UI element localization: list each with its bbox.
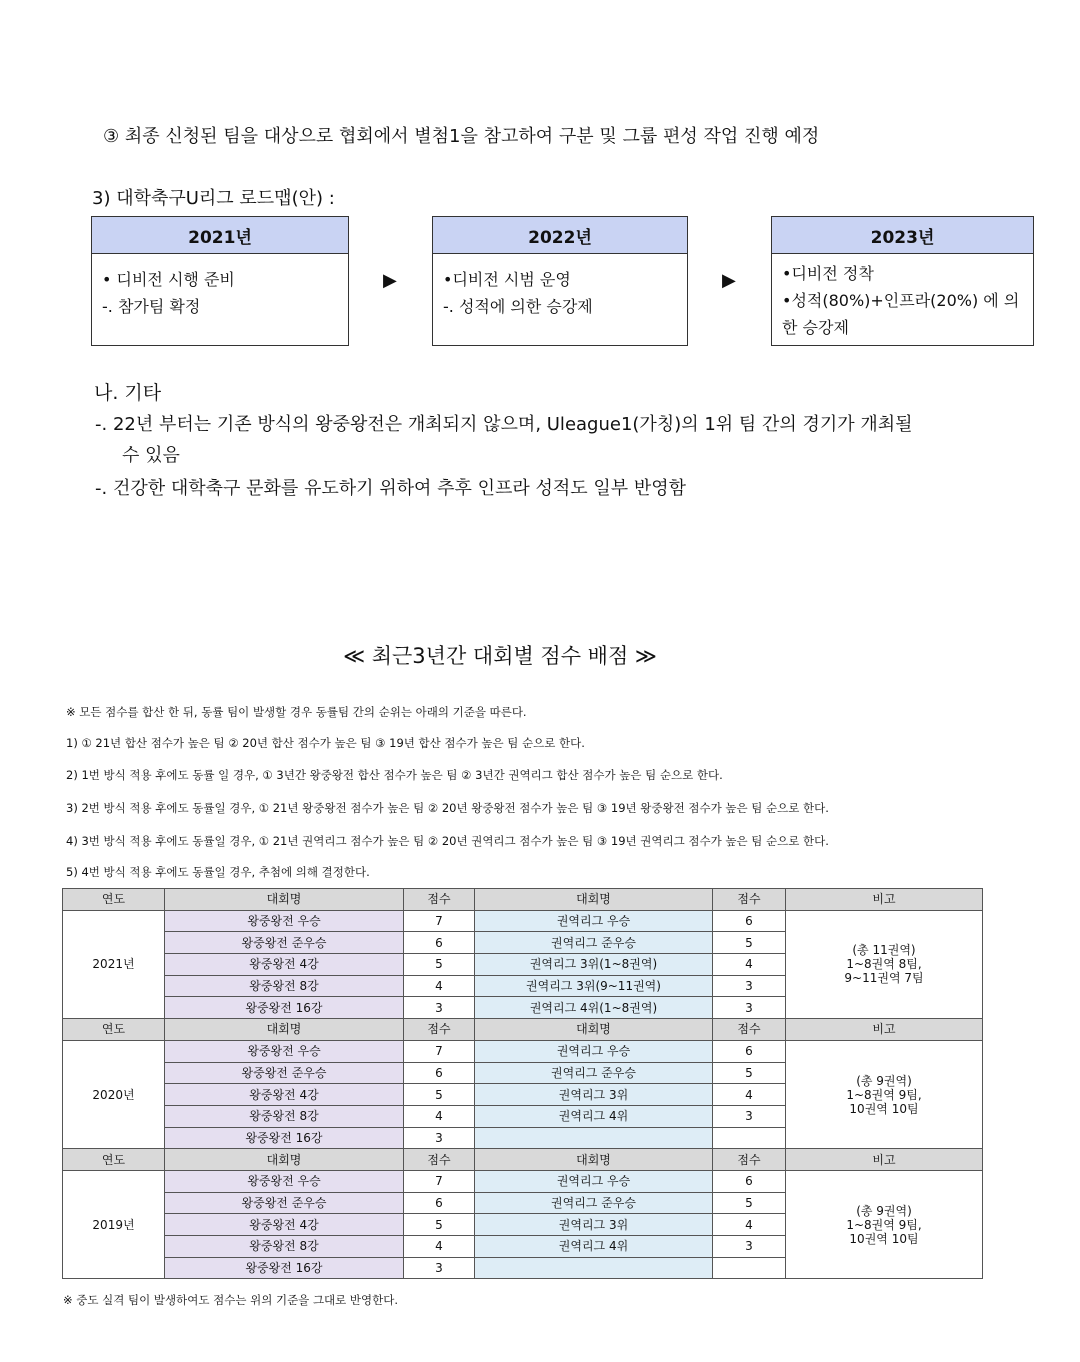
score-cell: 4 <box>713 954 786 976</box>
event-name-cell: 왕중왕전 4강 <box>165 954 404 976</box>
league-name-cell: 권역리그 우승 <box>475 1040 713 1062</box>
note-line: (총 9권역) <box>856 1073 912 1088</box>
roadmap-line: •디비전 시범 운영 <box>443 270 571 289</box>
table-header-row <box>63 1019 983 1041</box>
event-name-cell: 왕중왕전 16강 <box>165 1257 404 1279</box>
year-cell: 2019년 <box>63 1170 165 1278</box>
roadmap-line: -. 성적에 의한 승강제 <box>443 297 593 316</box>
note-line: 10권역 10팀 <box>849 1231 919 1246</box>
note-line: 9~11권역 7팀 <box>844 971 924 986</box>
score-cell: 4 <box>404 1105 475 1127</box>
column-header: 연도 <box>63 1019 165 1041</box>
league-name-cell: 권역리그 3위(9~11권역) <box>475 975 713 997</box>
league-name-cell: 권역리그 4위(1~8권역) <box>475 997 713 1019</box>
score-cell: 5 <box>713 1062 786 1084</box>
criteria-item: 1) ① 21년 합산 점수가 높은 팀 ② 20년 합산 점수가 높은 팀 ③ 19년 합산 점수가 높은 팀 순으로 한다. <box>66 736 585 750</box>
column-header: 점수 <box>713 1149 786 1171</box>
column-header: 대회명 <box>475 889 713 911</box>
table-row <box>63 1040 983 1062</box>
score-cell <box>713 1127 786 1149</box>
note-cell <box>786 1170 983 1278</box>
year-cell: 2021년 <box>63 910 165 1018</box>
criteria-item: 4) 3번 방식 적용 후에도 동률일 경우, ① 21년 권역리그 점수가 높은 팀 ② 20년 권역리그 점수가 높은 팀 ③ 19년 권역리그 점수가 높은 팀 순으로 한다. <box>66 834 829 848</box>
note-line: 1~8권역 9팀, <box>846 1217 922 1232</box>
column-header: 점수 <box>713 1019 786 1041</box>
column-header: 비고 <box>786 889 983 911</box>
note-line: 1~8권역 9팀, <box>846 1087 922 1102</box>
score-cell: 3 <box>713 1105 786 1127</box>
event-name-cell: 왕중왕전 준우승 <box>165 1192 404 1214</box>
event-name-cell: 왕중왕전 4강 <box>165 1214 404 1236</box>
score-cell: 5 <box>404 1084 475 1106</box>
league-name-cell: 권역리그 우승 <box>475 1170 713 1192</box>
event-name-cell: 왕중왕전 준우승 <box>165 1062 404 1084</box>
score-cell: 6 <box>713 1040 786 1062</box>
roadmap-year: 2022년 <box>433 217 687 254</box>
score-cell: 6 <box>404 1062 475 1084</box>
event-name-cell: 왕중왕전 우승 <box>165 910 404 932</box>
table-row <box>63 910 983 932</box>
column-header: 대회명 <box>165 889 404 911</box>
event-name-cell: 왕중왕전 8강 <box>165 1105 404 1127</box>
roadmap-box-2021 <box>91 216 349 346</box>
score-cell: 3 <box>404 997 475 1019</box>
roadmap-line: -. 참가팀 확정 <box>102 297 201 316</box>
table-row <box>63 1170 983 1192</box>
etc-line-1: -. 22년 부터는 기존 방식의 왕중왕전은 개최되지 않으며, Uleague1(가칭)의 1위 팀 간의 경기가 개최될 <box>95 414 913 435</box>
event-name-cell: 왕중왕전 우승 <box>165 1170 404 1192</box>
roadmap-line: • 디비전 시행 준비 <box>102 270 235 289</box>
roadmap-line: •디비전 정착 <box>782 264 874 283</box>
step3-text: ③ 최종 신청된 팀을 대상으로 협회에서 별첨1을 참고하여 구분 및 그룹 편성 작업 진행 예정 <box>103 126 820 147</box>
score-cell: 4 <box>404 1236 475 1258</box>
table-header-row <box>63 1149 983 1171</box>
score-cell: 3 <box>713 975 786 997</box>
league-name-cell: 권역리그 준우승 <box>475 932 713 954</box>
score-cell: 3 <box>713 1236 786 1258</box>
note-line: 10권역 10팀 <box>849 1101 919 1116</box>
score-cell: 6 <box>713 910 786 932</box>
score-cell: 5 <box>404 954 475 976</box>
score-cell: 6 <box>404 1192 475 1214</box>
footnote: ※ 중도 실격 팀이 발생하여도 점수는 위의 기준을 그대로 반영한다. <box>63 1293 399 1307</box>
column-header: 점수 <box>713 889 786 911</box>
score-cell: 7 <box>404 1040 475 1062</box>
score-cell <box>713 1257 786 1279</box>
roadmap-box-2023 <box>771 216 1034 346</box>
score-cell: 7 <box>404 1170 475 1192</box>
column-header: 점수 <box>404 889 475 911</box>
column-header: 연도 <box>63 1149 165 1171</box>
event-name-cell: 왕중왕전 우승 <box>165 1040 404 1062</box>
event-name-cell: 왕중왕전 8강 <box>165 975 404 997</box>
score-cell: 5 <box>713 1192 786 1214</box>
column-header: 비고 <box>786 1019 983 1041</box>
score-cell: 5 <box>713 932 786 954</box>
score-cell: 5 <box>404 1214 475 1236</box>
note-line: (총 11권역) <box>852 943 916 958</box>
league-name-cell: 권역리그 3위(1~8권역) <box>475 954 713 976</box>
score-cell: 3 <box>404 1127 475 1149</box>
event-name-cell: 왕중왕전 8강 <box>165 1236 404 1258</box>
column-header: 대회명 <box>475 1019 713 1041</box>
league-name-cell: 권역리그 우승 <box>475 910 713 932</box>
score-cell: 7 <box>404 910 475 932</box>
roadmap-box-2022 <box>432 216 688 346</box>
criteria-item: 2) 1번 방식 적용 후에도 동률 일 경우, ① 3년간 왕중왕전 합산 점수가 높은 팀 ② 3년간 권역리그 합산 점수가 높은 팀 순으로 한다. <box>66 768 723 782</box>
arrow-right-icon: ▶ <box>722 270 736 291</box>
column-header: 대회명 <box>475 1149 713 1171</box>
score-cell: 4 <box>713 1084 786 1106</box>
league-name-cell: 권역리그 4위 <box>475 1236 713 1258</box>
column-header: 연도 <box>63 889 165 911</box>
criteria-item: 3) 2번 방식 적용 후에도 동률일 경우, ① 21년 왕중왕전 점수가 높은 팀 ② 20년 왕중왕전 점수가 높은 팀 ③ 19년 왕중왕전 점수가 높은 팀 순으로 한다. <box>66 801 829 815</box>
column-header: 대회명 <box>165 1149 404 1171</box>
table-header-row <box>63 889 983 911</box>
roadmap-line: •성적(80%)+인프라(20%) 에 의한 승강제 <box>782 291 1020 337</box>
score-cell: 3 <box>404 1257 475 1279</box>
event-name-cell: 왕중왕전 16강 <box>165 1127 404 1149</box>
roadmap-year: 2023년 <box>772 217 1033 254</box>
score-table <box>62 888 983 1279</box>
etc-line-1-cont: 수 있음 <box>122 445 180 466</box>
event-name-cell: 왕중왕전 4강 <box>165 1084 404 1106</box>
league-name-cell <box>475 1257 713 1279</box>
event-name-cell: 왕중왕전 준우승 <box>165 932 404 954</box>
etc-line-2: -. 건강한 대학축구 문화를 유도하기 위하여 추후 인프라 성적도 일부 반영함 <box>95 478 687 499</box>
criteria-item: 5) 4번 방식 적용 후에도 동률일 경우, 추첨에 의해 결정한다. <box>66 865 370 879</box>
roadmap-year: 2021년 <box>92 217 348 254</box>
column-header: 점수 <box>404 1149 475 1171</box>
league-name-cell: 권역리그 준우승 <box>475 1192 713 1214</box>
note-cell <box>786 910 983 1018</box>
score-cell: 6 <box>404 932 475 954</box>
etc-title: 나. 기타 <box>94 382 162 404</box>
event-name-cell: 왕중왕전 16강 <box>165 997 404 1019</box>
column-header: 대회명 <box>165 1019 404 1041</box>
criteria-note: ※ 모든 점수를 합산 한 뒤, 동률 팀이 발생할 경우 동률팀 간의 순위는 아래의 기준을 따른다. <box>66 705 527 719</box>
column-header: 점수 <box>404 1019 475 1041</box>
score-cell: 6 <box>713 1170 786 1192</box>
score-cell: 4 <box>713 1214 786 1236</box>
column-header: 비고 <box>786 1149 983 1171</box>
score-cell: 3 <box>713 997 786 1019</box>
roadmap-title: 3) 대학축구U리그 로드맵(안) : <box>92 188 335 209</box>
year-cell: 2020년 <box>63 1040 165 1148</box>
league-name-cell: 권역리그 3위 <box>475 1084 713 1106</box>
score-section-title: ≪ 최근3년간 대회별 점수 배점 ≫ <box>343 644 657 668</box>
league-name-cell: 권역리그 3위 <box>475 1214 713 1236</box>
score-cell: 4 <box>404 975 475 997</box>
league-name-cell: 권역리그 준우승 <box>475 1062 713 1084</box>
note-line: (총 9권역) <box>856 1203 912 1218</box>
arrow-right-icon: ▶ <box>383 270 397 291</box>
league-name-cell: 권역리그 4위 <box>475 1105 713 1127</box>
league-name-cell <box>475 1127 713 1149</box>
note-cell <box>786 1040 983 1148</box>
note-line: 1~8권역 8팀, <box>846 957 922 972</box>
